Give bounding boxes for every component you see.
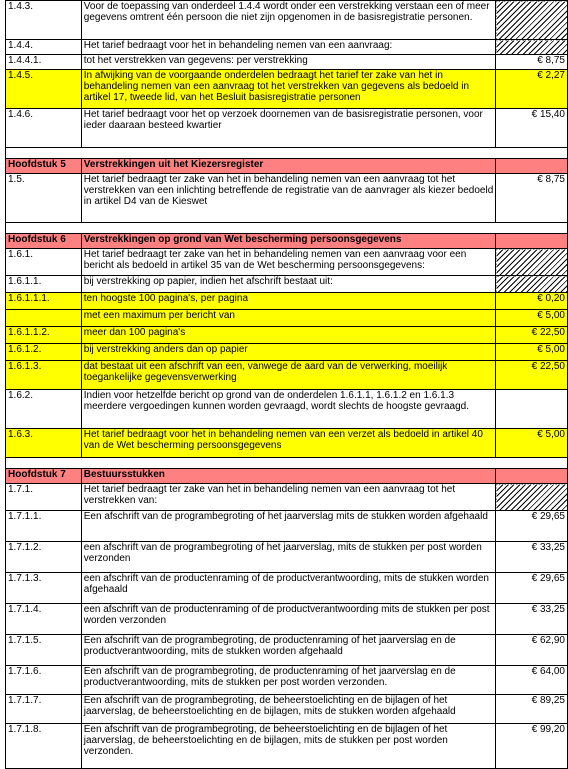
row-code: 1.6.2. — [6, 390, 82, 429]
tariff-row — [6, 293, 568, 310]
spacer-cell — [6, 458, 568, 469]
chapter-title: Bestuursstukken — [81, 469, 496, 484]
tariff-row — [6, 310, 568, 327]
tariff-row — [6, 174, 568, 223]
row-description: meer dan 100 pagina's — [81, 327, 496, 344]
chapter-header-row — [6, 159, 568, 174]
spacer-row — [6, 223, 568, 234]
row-code: 1.6.1. — [6, 249, 82, 276]
row-code: 1.7.1. — [6, 484, 82, 511]
row-code: 1.7.1.7. — [6, 695, 82, 724]
row-amount — [496, 390, 568, 429]
row-amount — [496, 234, 568, 249]
row-amount: € 99,20 — [496, 724, 568, 769]
row-code: 1.6.1.2. — [6, 344, 82, 361]
row-amount: € 0,20 — [496, 293, 568, 310]
hatched-amount-cell — [496, 276, 568, 293]
row-code: 1.6.1.1.2. — [6, 327, 82, 344]
row-code: 1.4.6. — [6, 109, 82, 148]
row-description: een afschrift van de programbegroting of het jaarverslag, mits de stukken per post worden verzonden — [81, 542, 496, 573]
tariff-row — [6, 511, 568, 542]
row-amount: € 2,27 — [496, 70, 568, 109]
tariff-row — [6, 40, 568, 55]
row-description: dat bestaat uit een afschrift van een, vanwege de aard van de verwerking, moeilijk toegankelijke gegevensverwerking — [81, 361, 496, 390]
spacer-row — [6, 458, 568, 469]
row-amount: € 22,50 — [496, 327, 568, 344]
row-code: 1.7.1.6. — [6, 666, 82, 695]
row-amount: € 8,75 — [496, 55, 568, 70]
row-description: tot het verstrekken van gegevens: per verstrekking — [81, 55, 496, 70]
row-amount — [496, 159, 568, 174]
chapter-title: Verstrekkingen op grond van Wet bescherming persoonsgegevens — [81, 234, 496, 249]
tariff-row — [6, 55, 568, 70]
tariff-row — [6, 604, 568, 635]
tariff-row — [6, 1, 568, 40]
tariff-row — [6, 344, 568, 361]
tariff-table — [5, 0, 568, 769]
tariff-row — [6, 542, 568, 573]
row-amount: € 22,50 — [496, 361, 568, 390]
row-amount: € 33,25 — [496, 542, 568, 573]
row-code: 1.4.5. — [6, 70, 82, 109]
spacer-cell — [6, 148, 568, 159]
row-code: 1.4.4.1. — [6, 55, 82, 70]
spacer-cell — [6, 223, 568, 234]
row-code — [6, 310, 82, 327]
row-amount: € 8,75 — [496, 174, 568, 223]
tariff-row — [6, 666, 568, 695]
chapter-header-row — [6, 234, 568, 249]
tariff-row — [6, 429, 568, 458]
row-description: bij verstrekking anders dan op papier — [81, 344, 496, 361]
row-description: Het tarief bedraagt ter zake van het in behandeling nemen van een aanvraag voor een bericht als bedoeld in artikel 35 van de Wet bescherming persoonsgegevens: — [81, 249, 496, 276]
row-code: 1.5. — [6, 174, 82, 223]
row-amount: € 5,00 — [496, 429, 568, 458]
row-description: bij verstrekking op papier, indien het afschrift bestaat uit: — [81, 276, 496, 293]
row-description: Het tarief bedraagt ter zake van het in behandeling nemen van een aanvraag tot het verstrekken van een inlichting betreffende de registratie van de aanvrager als kiezer bedoeld in artikel D4 van de Kieswet — [81, 174, 496, 223]
row-amount: € 15,40 — [496, 109, 568, 148]
row-description: ten hoogste 100 pagina's, per pagina — [81, 293, 496, 310]
row-description: Indien voor hetzelfde bericht op grond van de onderdelen 1.6.1.1, 1.6.1.2 en 1.6.1.3 meerdere vergoedingen kunnen worden gevraagd, wordt slechts de hoogste gevraagd. — [81, 390, 496, 429]
chapter-title: Verstrekkingen uit het Kiezersregister — [81, 159, 496, 174]
row-amount: € 29,65 — [496, 511, 568, 542]
row-description: Het tarief bedraagt voor het in behandeling nemen van een aanvraag: — [81, 40, 496, 55]
tariff-row — [6, 390, 568, 429]
row-amount: € 64,00 — [496, 666, 568, 695]
chapter-number: Hoofdstuk 7 — [6, 469, 82, 484]
row-amount: € 62,90 — [496, 635, 568, 666]
row-code: 1.7.1.5. — [6, 635, 82, 666]
tariff-row — [6, 484, 568, 511]
row-amount: € 5,00 — [496, 344, 568, 361]
tariff-row — [6, 70, 568, 109]
row-description: Een afschrift van de programbegroting, de productenraming of het jaarverslag en de productverantwoording, mits de stukken per post worden verzonden. — [81, 666, 496, 695]
row-amount — [496, 469, 568, 484]
row-amount: € 29,65 — [496, 573, 568, 604]
chapter-header-row — [6, 469, 568, 484]
row-code: 1.7.1.8. — [6, 724, 82, 769]
row-code: 1.7.1.4. — [6, 604, 82, 635]
chapter-number: Hoofdstuk 5 — [6, 159, 82, 174]
hatched-amount-cell — [496, 249, 568, 276]
row-code: 1.4.3. — [6, 1, 82, 40]
row-description: Het tarief bedraagt ter zake van het in behandeling nemen van een aanvraag tot het verstrekken van: — [81, 484, 496, 511]
hatched-amount-cell — [496, 1, 568, 40]
tariff-row — [6, 109, 568, 148]
row-description: Een afschrift van de programbegroting, de productenraming of het jaarverslag en de productverantwoording, mits de stukken worden afgehaald — [81, 635, 496, 666]
row-description: Het tarief bedraagt voor het in behandeling nemen van een verzet als bedoeld in artikel 40 van de Wet bescherming persoonsgegevens — [81, 429, 496, 458]
row-code: 1.7.1.2. — [6, 542, 82, 573]
tariff-row — [6, 724, 568, 769]
row-description: met een maximum per bericht van — [81, 310, 496, 327]
hatched-amount-cell — [496, 40, 568, 55]
tariff-row — [6, 249, 568, 276]
row-description: Een afschrift van de programbegroting, de beheerstoelichting en de bijlagen of het jaarverslag, de beheerstoelichting en de bijlagen, mits de stukken worden afgehaald — [81, 695, 496, 724]
tariff-row — [6, 573, 568, 604]
tariff-row — [6, 361, 568, 390]
row-code: 1.6.1.1.1. — [6, 293, 82, 310]
spacer-row — [6, 148, 568, 159]
row-code: 1.6.1.1. — [6, 276, 82, 293]
row-code: 1.7.1.3. — [6, 573, 82, 604]
hatched-amount-cell — [496, 484, 568, 511]
tariff-row — [6, 327, 568, 344]
row-description: Een afschrift van de programbegroting, de beheerstoelichting en de bijlagen of het jaarverslag, de beheerstoelichting en de bijlagen, mits de stukken per post worden verzonden. — [81, 724, 496, 769]
tariff-row — [6, 635, 568, 666]
row-amount: € 5,00 — [496, 310, 568, 327]
row-amount: € 33,25 — [496, 604, 568, 635]
row-code: 1.7.1.1. — [6, 511, 82, 542]
row-amount: € 89,25 — [496, 695, 568, 724]
tariff-row — [6, 695, 568, 724]
row-description: Een afschrift van de programbegroting of het jaarverslag mits de stukken worden afgehaald — [81, 511, 496, 542]
chapter-number: Hoofdstuk 6 — [6, 234, 82, 249]
tariff-row — [6, 276, 568, 293]
row-code: 1.4.4. — [6, 40, 82, 55]
row-description: een afschrift van de productenraming of de productverantwoording, mits de stukken worden afgehaald — [81, 573, 496, 604]
row-description: een afschrift van de productenraming of de productverantwoording mits de stukken per post worden verzonden — [81, 604, 496, 635]
row-description: Voor de toepassing van onderdeel 1.4.4 wordt onder een verstrekking verstaan een of meer gegevens omtrent één persoon die niet zijn opgenomen in de basisregistratie personen. — [81, 1, 496, 40]
row-code: 1.6.3. — [6, 429, 82, 458]
tariff-table-body — [6, 1, 568, 769]
row-description: Het tarief bedraagt voor het op verzoek doornemen van de basisregistratie personen, voor ieder daaraan besteed kwartier — [81, 109, 496, 148]
row-code: 1.6.1.3. — [6, 361, 82, 390]
row-description: In afwijking van de voorgaande onderdelen bedraagt het tarief ter zake van het in behandeling nemen van een aanvraag tot het verstrekken van gegevens als bedoeld in artikel 17, tweede lid, van het Besluit basisregistratie personen — [81, 70, 496, 109]
